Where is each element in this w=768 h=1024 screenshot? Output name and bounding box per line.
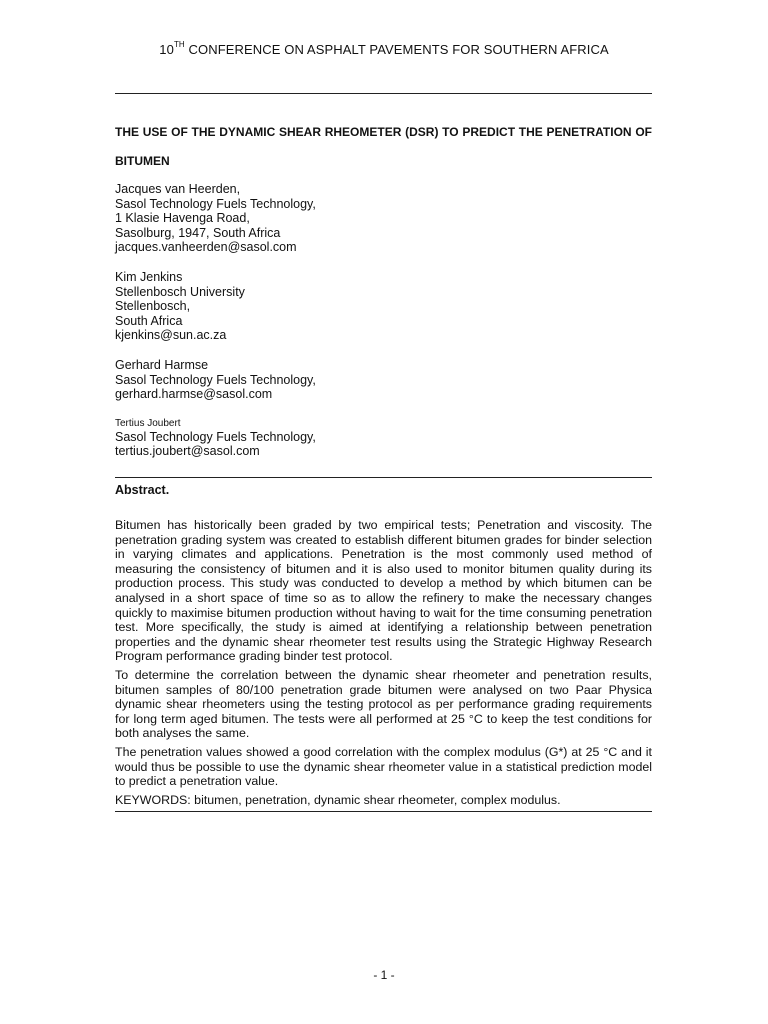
author-name: Gerhard Harmse [115,357,209,372]
author-email: gerhard.harmse@sasol.com [115,387,273,402]
keywords: KEYWORDS: bitumen, penetration, dynamic shear rheometer, complex modulus. [115,792,561,807]
author-affiliation: Sasol Technology Fuels Technology, [115,429,316,444]
author-block [115,358,652,402]
author-name: Tertius Joubert [115,417,181,429]
conference-number-suffix: TH [173,40,185,49]
author-address: 1 Klasie Havenga Road, [115,211,250,226]
author-list [115,182,652,474]
conference-header [0,40,768,57]
author-address: Sasolburg, 1947, South Africa [115,225,281,240]
author-block [115,417,652,459]
paper-title: THE USE OF THE DYNAMIC SHEAR RHEOMETER (DSR) TO PREDICT THE PENETRATION OF BITUMEN [115,125,652,168]
author-block [115,270,652,343]
author-affiliation: Sasol Technology Fuels Technology, [115,372,316,387]
header-divider [115,93,652,94]
author-name: Jacques van Heerden, [115,182,241,196]
abstract-paragraph: The penetration values showed a good correlation with the complex modulus (G*) at 25 °C and it would thus be possible to use the dynamic shear rheometer value in a statistical prediction model to predict a penetration value. [115,744,652,789]
conference-name: CONFERENCE ON ASPHALT PAVEMENTS FOR SOUTHERN AFRICA [184,42,609,57]
author-affiliation: Stellenbosch University [115,284,245,299]
author-name: Kim Jenkins [115,269,183,284]
author-email: kjenkins@sun.ac.za [115,328,227,343]
abstract-paragraph: To determine the correlation between the dynamic shear rheometer and penetration results, bitumen samples of 80/100 penetration grade bitumen were analysed on two Paar Physica dynamic shear rheometers using the testing protocol as per performance grading requirements for long term aged bitumen. The tests were all performed at 25 °C to keep the test conditions for both analyses the same. [115,667,652,741]
author-address: Stellenbosch, [115,299,191,314]
author-affiliation: Sasol Technology Fuels Technology, [115,196,316,211]
author-email: jacques.vanheerden@sasol.com [115,240,297,255]
page-number: - 1 - [373,968,395,982]
abstract-paragraph: Bitumen has historically been graded by two empirical tests; Penetration and viscosity. The penetration grading system was created to establish different bitumen grades for binder selection in varying climates and applications. Penetration is the most commonly used method of measuring the consistency of bitumen and it is also used to monitor bitumen quality during its production process. This study was conducted to develop a method by which bitumen can be analysed in a short space of time so as to allow the refinery to make the necessary changes quickly to maximise bitumen production without having to wait for the time consuming penetration test. More specifically, the study is aimed at identifying a relationship between penetration properties and the dynamic shear rheometer test results using the Strategic Highway Research Program performance grading binder test protocol. [115,518,652,664]
abstract-body [115,518,652,811]
abstract-bottom-divider [115,811,652,812]
abstract-heading: Abstract. [115,483,170,497]
author-block [115,182,652,255]
author-address: South Africa [115,313,183,328]
abstract-top-divider [115,477,652,478]
conference-number: 10 [159,42,174,57]
author-email: tertius.joubert@sasol.com [115,444,260,459]
